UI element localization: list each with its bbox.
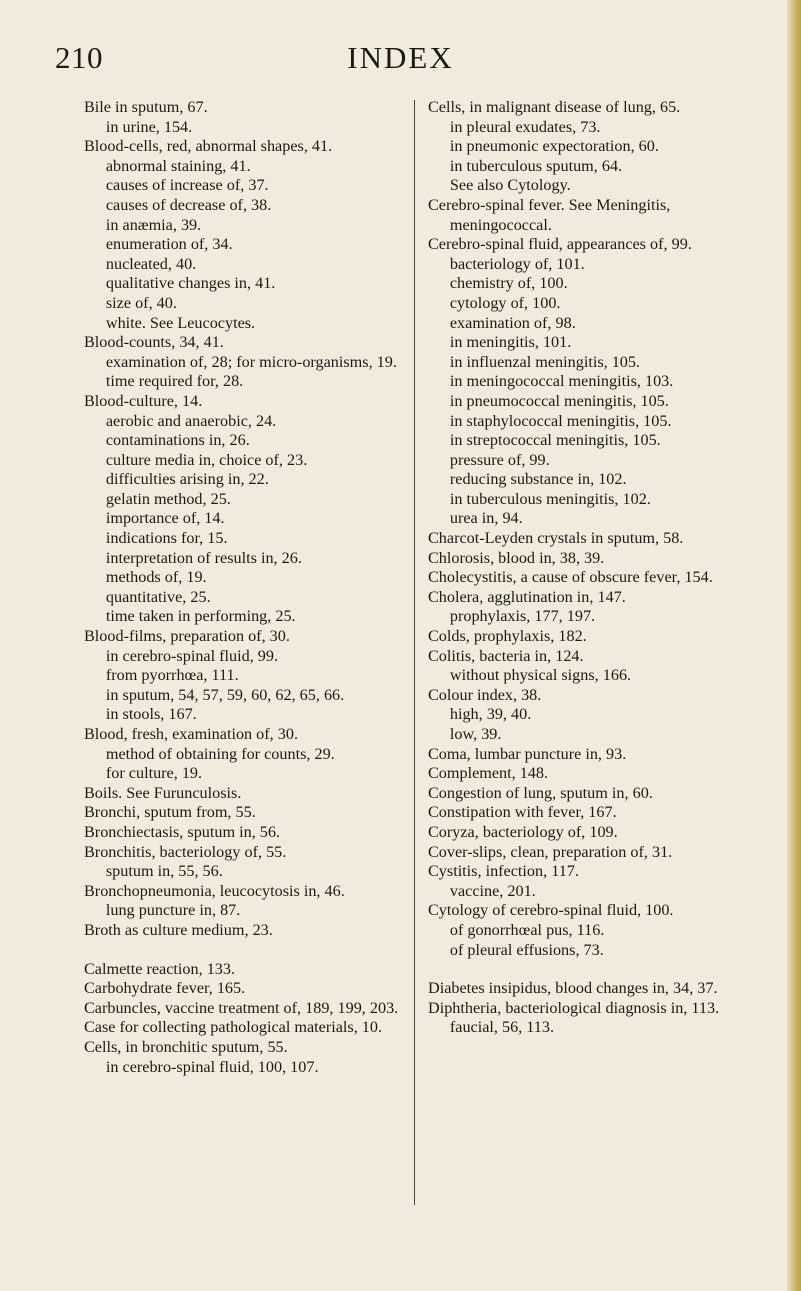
index-subentry: causes of increase of, 37.	[105, 176, 269, 195]
index-subentry: white. See Leucocytes.	[105, 313, 256, 332]
page-edge	[787, 0, 801, 1291]
index-subentry: size of, 40.	[105, 293, 177, 312]
index-subentry: sputum in, 55, 56.	[105, 862, 223, 881]
index-entry: Boils. See Furunculosis.	[84, 783, 242, 802]
index-entry: Colour index, 38.	[428, 685, 542, 704]
index-subentry: from pyorrhœa, 111.	[105, 666, 239, 685]
index-subentry: chemistry of, 100.	[449, 274, 568, 293]
index-subentry: methods of, 19.	[105, 568, 207, 587]
index-subentry: in meningitis, 101.	[449, 333, 572, 352]
page-title: INDEX	[347, 40, 454, 75]
index-subentry: in cerebro-spinal fluid, 100, 107.	[105, 1057, 319, 1076]
index-entry: Blood-films, preparation of, 30.	[84, 627, 290, 646]
index-subentry: cytology of, 100.	[449, 293, 561, 312]
index-subentry: examination of, 28; for micro-organisms, 19.	[105, 352, 397, 371]
index-subentry: urea in, 94.	[449, 509, 523, 528]
index-entry: Colds, prophylaxis, 182.	[428, 627, 587, 646]
index-entry: Cells, in malignant disease of lung, 65.	[428, 98, 681, 116]
index-subentry: in pneumonic expectoration, 60.	[449, 137, 659, 156]
index-subentry: gelatin method, 25.	[105, 489, 231, 508]
index-entry: Congestion of lung, sputum in, 60.	[428, 783, 653, 802]
index-subentry: contaminations in, 26.	[105, 431, 250, 450]
index-subentry: quantitative, 25.	[105, 587, 211, 606]
index-subentry: culture media in, choice of, 23.	[105, 450, 308, 469]
index-entry: Blood-counts, 34, 41.	[84, 333, 224, 352]
index-subentry: in tuberculous sputum, 64.	[449, 156, 623, 175]
index-subentry: for culture, 19.	[105, 764, 203, 783]
index-entry: Blood-culture, 14.	[84, 391, 203, 410]
index-entry: Bronchiectasis, sputum in, 56.	[84, 822, 281, 841]
index-subentry: time required for, 28.	[105, 372, 244, 391]
index-subentry: in meningococcal meningitis, 103.	[449, 372, 674, 391]
index-subentry: in tuberculous meningitis, 102.	[449, 489, 651, 508]
index-subentry: in anæmia, 39.	[105, 215, 202, 234]
index-entry: Cystitis, infection, 117.	[428, 862, 579, 881]
index-entry: Cholecystitis, a cause of obscure fever, 154.	[428, 568, 713, 587]
section-gap	[84, 941, 414, 960]
index-entry: Case for collecting pathological materials, 10.	[84, 1018, 383, 1037]
index-subentry: time taken in performing, 25.	[105, 607, 296, 626]
index-subentry: vaccine, 201.	[449, 881, 536, 900]
index-subentry: in pleural exudates, 73.	[449, 117, 601, 136]
index-subentry: high, 39, 40.	[449, 705, 532, 724]
index-subentry: importance of, 14.	[105, 509, 225, 528]
index-entry: Diphtheria, bacteriological diagnosis in, 113.	[428, 998, 720, 1017]
index-subentry: abnormal staining, 41.	[105, 156, 251, 175]
index-entry: Carbuncles, vaccine treatment of, 189, 199, 203.	[84, 998, 399, 1017]
index-entry: Colitis, bacteria in, 124.	[428, 646, 584, 665]
index-subentry: enumeration of, 34.	[105, 235, 233, 254]
index-entry: Diabetes insipidus, blood changes in, 34, 37.	[428, 979, 718, 998]
index-entry: Chlorosis, blood in, 38, 39.	[428, 548, 605, 567]
index-subentry: in cerebro-spinal fluid, 99.	[105, 646, 279, 665]
index-entry: Bronchopneumonia, leucocytosis in, 46.	[84, 881, 345, 900]
index-subentry: low, 39.	[449, 725, 502, 743]
index-subentry: without physical signs, 166.	[449, 666, 632, 685]
index-entry: Cerebro-spinal fever. See Meningitis, meningococcal.	[428, 195, 671, 234]
page-number: 210	[55, 40, 103, 75]
index-subentry: interpretation of results in, 26.	[105, 548, 302, 567]
index-entry: Coryza, bacteriology of, 109.	[428, 822, 618, 841]
section-gap	[428, 960, 763, 979]
index-subentry: reducing substance in, 102.	[449, 470, 627, 489]
index-entry: Broth as culture medium, 23.	[84, 920, 273, 939]
index-entry: Bronchitis, bacteriology of, 55.	[84, 842, 287, 861]
index-subentry: qualitative changes in, 41.	[105, 274, 276, 293]
index-column-right	[428, 98, 763, 1038]
index-entry: Complement, 148.	[428, 764, 549, 783]
index-entry: Bile in sputum, 67.	[84, 98, 208, 116]
index-subentry: in stools, 167.	[105, 705, 197, 724]
index-column-left	[84, 98, 414, 1077]
index-entry: Calmette reaction, 133.	[84, 959, 236, 978]
index-subentry: nucleated, 40.	[105, 254, 197, 273]
index-subentry: of gonorrhœal pus, 116.	[449, 920, 605, 939]
index-subentry: in streptococcal meningitis, 105.	[449, 431, 661, 450]
index-subentry: See also Cytology.	[449, 176, 571, 195]
index-entry: Carbohydrate fever, 165.	[84, 979, 246, 998]
index-subentry: difficulties arising in, 22.	[105, 470, 269, 489]
index-subentry: pressure of, 99.	[449, 450, 550, 469]
index-entry: Cytology of cerebro-spinal fluid, 100.	[428, 901, 674, 920]
index-entry: Cover-slips, clean, preparation of, 31.	[428, 842, 673, 861]
index-entry: Cells, in bronchitic sputum, 55.	[84, 1037, 288, 1056]
index-subentry: method of obtaining for counts, 29.	[105, 744, 335, 763]
index-entry: Coma, lumbar puncture in, 93.	[428, 744, 627, 763]
index-subentry: causes of decrease of, 38.	[105, 195, 272, 214]
index-entry: Blood-cells, red, abnormal shapes, 41.	[84, 137, 333, 156]
index-subentry: indications for, 15.	[105, 529, 228, 548]
index-entry: Cholera, agglutination in, 147.	[428, 587, 626, 606]
index-subentry: in pneumococcal meningitis, 105.	[449, 391, 669, 410]
index-subentry: faucial, 56, 113.	[449, 1018, 555, 1037]
index-entry: Bronchi, sputum from, 55.	[84, 803, 256, 822]
index-subentry: examination of, 98.	[449, 313, 576, 332]
index-subentry: prophylaxis, 177, 197.	[449, 607, 596, 626]
index-entry: Charcot-Leyden crystals in sputum, 58.	[428, 529, 684, 548]
index-entry: Constipation with fever, 167.	[428, 803, 617, 822]
index-subentry: in urine, 154.	[105, 117, 193, 136]
index-subentry: bacteriology of, 101.	[449, 254, 585, 273]
index-subentry: of pleural effusions, 73.	[449, 940, 604, 959]
index-entry: Cerebro-spinal fluid, appearances of, 99.	[428, 235, 692, 254]
index-subentry: aerobic and anaerobic, 24.	[105, 411, 277, 430]
index-entry: Blood, fresh, examination of, 30.	[84, 725, 298, 743]
index-subentry: in influenzal meningitis, 105.	[449, 352, 641, 371]
index-subentry: lung puncture in, 87.	[105, 901, 241, 920]
index-subentry: in sputum, 54, 57, 59, 60, 62, 65, 66.	[105, 685, 345, 704]
column-divider	[414, 100, 415, 1205]
index-subentry: in staphylococcal meningitis, 105.	[449, 411, 672, 430]
